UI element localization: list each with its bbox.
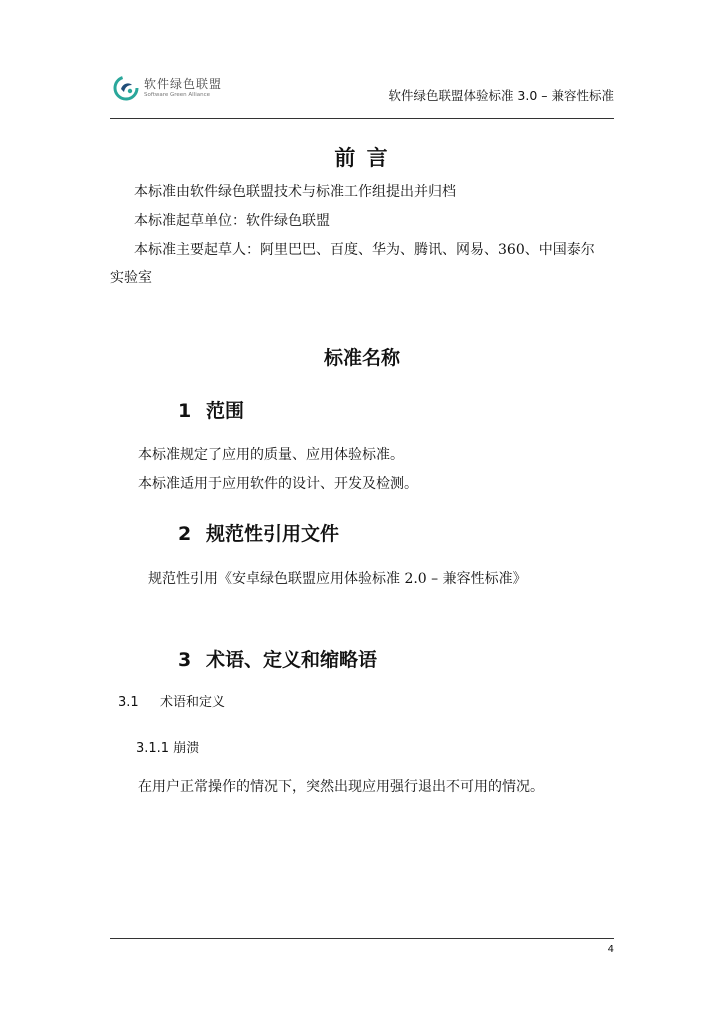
- header-divider: [110, 118, 614, 119]
- preface-heading: 前 言: [334, 146, 390, 170]
- subsection-3-1-heading: [118, 691, 225, 710]
- standard-name-heading: 标准名称: [323, 347, 400, 369]
- preface-paragraph-1: 本标准由软件绿色联盟技术与标准工作组提出并归档: [134, 184, 456, 200]
- section-1-title: 范围: [206, 400, 245, 422]
- logo-text-en: Software Green Alliance: [144, 91, 211, 98]
- page-number: 4: [607, 944, 614, 955]
- subsection-3-1-1-paragraph: 在用户正常操作的情况下，突然出现应用强行退出不可用的情况。: [138, 779, 544, 795]
- preface-paragraph-3-line-2: 实验室: [110, 270, 152, 286]
- preface-paragraph-3-line-1: 本标准主要起草人：阿里巴巴、百度、华为、腾讯、网易、360、中国泰尔: [134, 242, 595, 258]
- subsection-3-1-1-heading: 3.1.1 崩溃: [136, 741, 200, 756]
- section-2-paragraph-1: 规范性引用《安卓绿色联盟应用体验标准 2.0 – 兼容性标准》: [148, 571, 527, 587]
- section-3-number: 3: [178, 649, 192, 671]
- logo-text-cn: 软件绿色联盟: [144, 76, 223, 91]
- section-1-heading: [178, 396, 244, 423]
- section-1-number: 1: [178, 400, 192, 422]
- alliance-logo-icon: [112, 74, 140, 102]
- section-3-heading: [178, 645, 377, 672]
- section-2-number: 2: [178, 523, 192, 545]
- subsection-3-1-title: 术语和定义: [160, 695, 226, 710]
- section-3-title: 术语、定义和缩略语: [206, 649, 378, 671]
- subsection-3-1-number: 3.1: [118, 695, 139, 710]
- section-1-paragraph-2: 本标准适用于应用软件的设计、开发及检测。: [138, 476, 418, 492]
- preface-paragraph-2: 本标准起草单位：软件绿色联盟: [134, 213, 330, 229]
- section-1-paragraph-1: 本标准规定了应用的质量、应用体验标准。: [138, 447, 404, 463]
- footer-divider: [110, 938, 614, 939]
- section-2-heading: [178, 519, 339, 546]
- header-logo: [112, 74, 222, 102]
- section-2-title: 规范性引用文件: [206, 523, 340, 545]
- document-header-title: 软件绿色联盟体验标准 3.0 – 兼容性标准: [388, 88, 614, 103]
